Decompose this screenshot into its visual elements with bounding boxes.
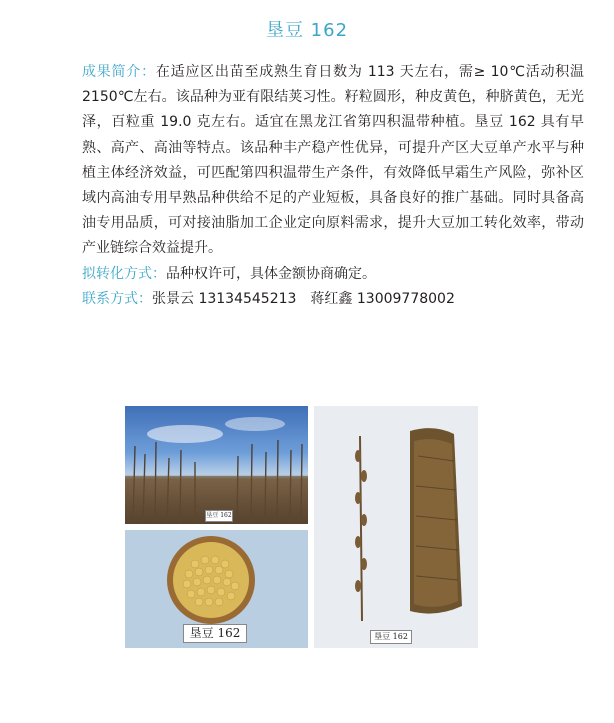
page-title: 垦豆 162 xyxy=(265,20,349,41)
field-photo xyxy=(125,406,308,524)
plants-photo xyxy=(314,406,478,648)
intro-label: 成果简介： xyxy=(82,64,156,80)
field-caption: 垦豆 162 xyxy=(205,510,233,522)
transfer-text: 品种权许可，具体金额协商确定。 xyxy=(166,265,376,282)
plants-illustration xyxy=(314,406,478,648)
description-block xyxy=(54,60,584,312)
field-illustration xyxy=(125,406,308,524)
contact-label: 联系方式： xyxy=(82,290,152,307)
contact-paragraph xyxy=(54,287,584,312)
plants-caption: 垦豆 162 xyxy=(370,630,412,644)
transfer-label: 拟转化方式： xyxy=(82,265,166,282)
contact-text: 张景云 13134545213 蒋红鑫 13009778002 xyxy=(152,290,455,307)
seeds-caption: 垦豆 162 xyxy=(183,624,247,643)
transfer-paragraph xyxy=(54,262,584,287)
intro-paragraph xyxy=(54,60,584,262)
intro-text: 在适应区出苗至成熟生育日数为 113 天左右，需≥ 10℃活动积温 2150℃左右。该品种为亚有限结荚习性。籽粒圆形，种皮黄色，种脐黄色，无光泽，百粒重 19.0 克左右。适宜在黑龙江省第四积温带种植。垦豆 162 具有早熟、高产、高油等特点。该品种丰产稳产性优异，可提升产区大豆单产水平与种植主体经济效益，可匹配第四积温带生产条件，有效降低早霜生产风险，弥补区域内高油专用早熟品种供给不足的产业短板，具备良好的推广基础。同时具备高油专用品质，可对接油脂加工企业定向原料需求，提升大豆加工转化效率，带动产业链综合效益提升。 xyxy=(82,64,585,257)
seeds-photo xyxy=(125,530,308,648)
